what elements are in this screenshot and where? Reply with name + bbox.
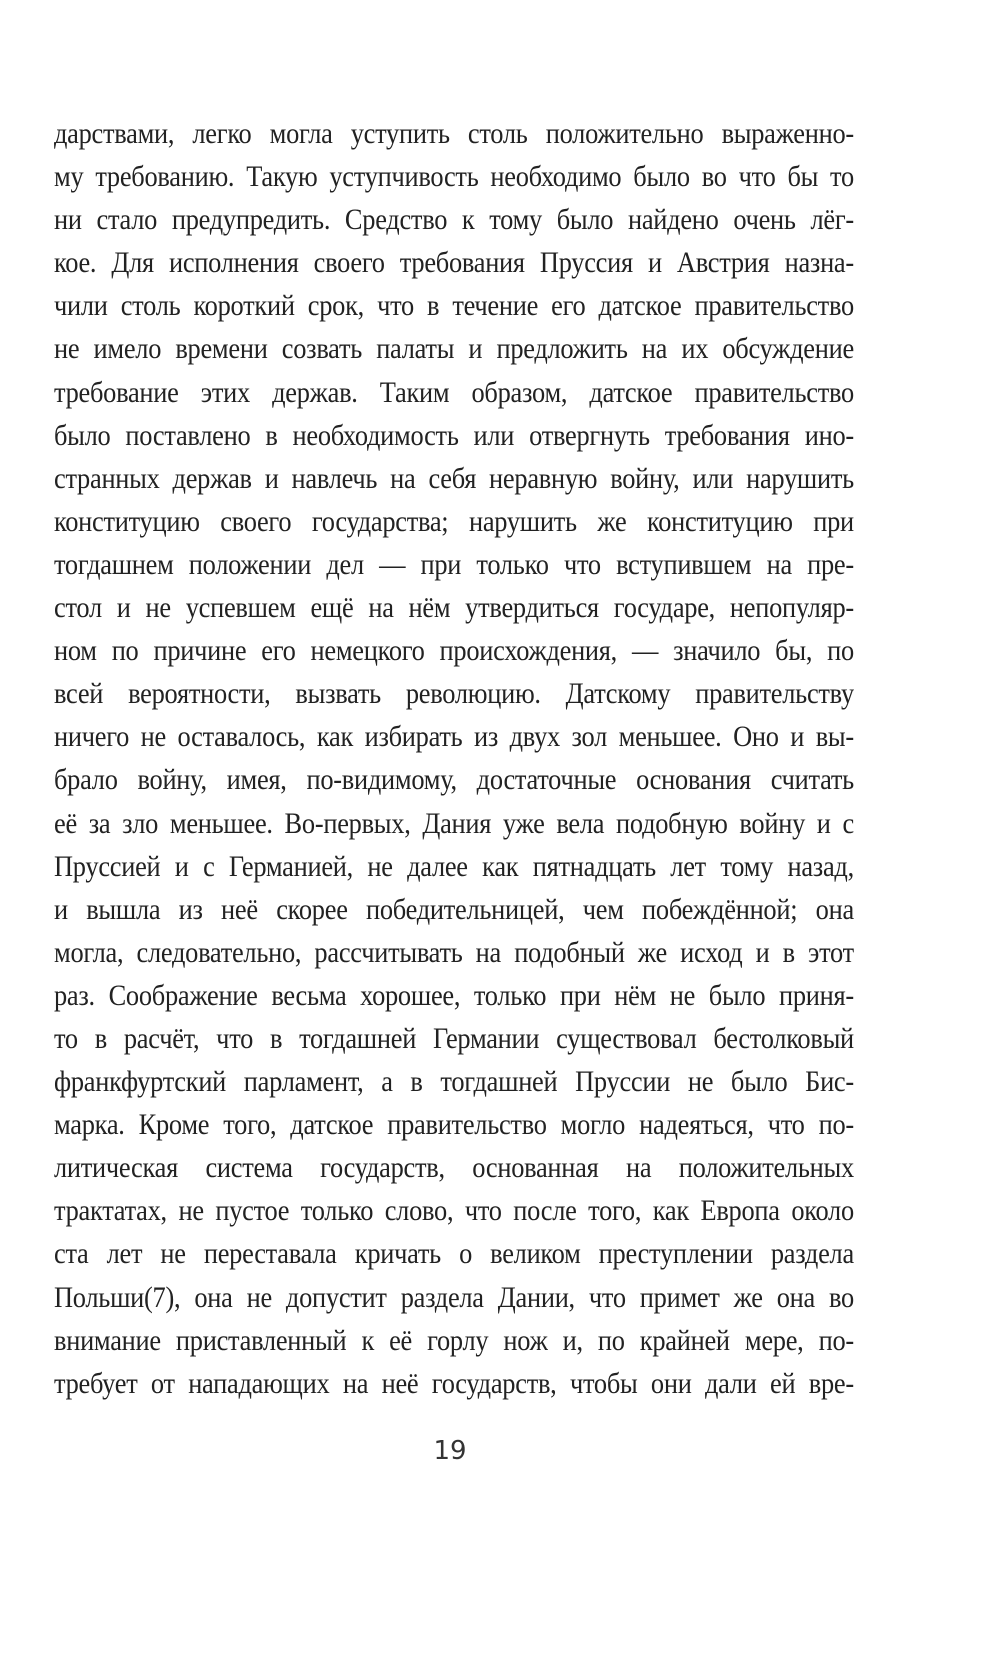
text-line: то в расчёт, что в тогдашней Германии существовал бестолковый	[54, 1021, 854, 1055]
text-line: было поставлено в необходимость или отвергнуть требования ино-	[54, 418, 854, 452]
text-line: ном по причине его немецкого происхождения, — значило бы, по	[54, 634, 854, 668]
body-text	[54, 112, 854, 1405]
text-line: чили столь короткий срок, что в течение его датское правительство	[54, 289, 854, 323]
text-line: литическая система государств, основанная на положительных	[54, 1151, 854, 1185]
text-line: франкфуртский парламент, а в тогдашней Пруссии не было Бис-	[54, 1065, 854, 1099]
text-line: не имело времени созвать палаты и предложить на их обсуждение	[54, 332, 854, 366]
text-line: ни стало предупредить. Средство к тому было найдено очень лёг-	[54, 203, 854, 237]
text-line: требование этих держав. Таким образом, датское правительство	[54, 375, 854, 409]
text-line: внимание приставленный к её горлу нож и, по крайней мере, по-	[54, 1323, 854, 1357]
text-line: трактатах, не пустое только слово, что после того, как Европа около	[54, 1194, 854, 1228]
text-line: требует от нападающих на неё государств, чтобы они дали ей вре-	[54, 1366, 854, 1400]
text-line: Польши(7), она не допустит раздела Дании, что примет же она во	[54, 1280, 854, 1314]
text-line: раз. Соображение весьма хорошее, только при нём не было приня-	[54, 978, 854, 1012]
text-line: всей вероятности, вызвать революцию. Датскому правительству	[54, 677, 854, 711]
text-line: конституцию своего государства; нарушить же конституцию при	[54, 504, 854, 538]
page-number-label: 19	[433, 1436, 467, 1466]
text-line: её за зло меньшее. Во-первых, Дания уже вела подобную войну и с	[54, 806, 854, 840]
text-line: странных держав и навлечь на себя неравную войну, или нарушить	[54, 461, 854, 495]
text-line: му требованию. Такую уступчивость необходимо было во что бы то	[54, 160, 854, 194]
text-line: ничего не оставалось, как избирать из двух зол меньшее. Оно и вы-	[54, 720, 854, 754]
text-line: стол и не успевшем ещё на нём утвердиться государе, непопуляр-	[54, 591, 854, 625]
text-line: тогдашнем положении дел — при только что вступившем на пре-	[54, 547, 854, 581]
text-line: дарствами, легко могла уступить столь положительно выраженно-	[54, 117, 854, 150]
text-line: кое. Для исполнения своего требования Пруссия и Австрия назна-	[54, 246, 854, 280]
text-line: брало войну, имея, по-видимому, достаточные основания считать	[54, 763, 854, 797]
text-line: могла, следовательно, рассчитывать на подобный же исход и в этот	[54, 935, 854, 969]
text-line: марка. Кроме того, датское правительство могло надеяться, что по-	[54, 1108, 854, 1142]
page-number	[0, 1436, 1000, 1466]
text-line: ста лет не переставала кричать о великом преступлении раздела	[54, 1237, 854, 1271]
text-line: Пруссией и с Германией, не далее как пятнадцать лет тому назад,	[54, 849, 854, 883]
text-line: и вышла из неё скорее победительницей, чем побеждённой; она	[54, 892, 854, 926]
